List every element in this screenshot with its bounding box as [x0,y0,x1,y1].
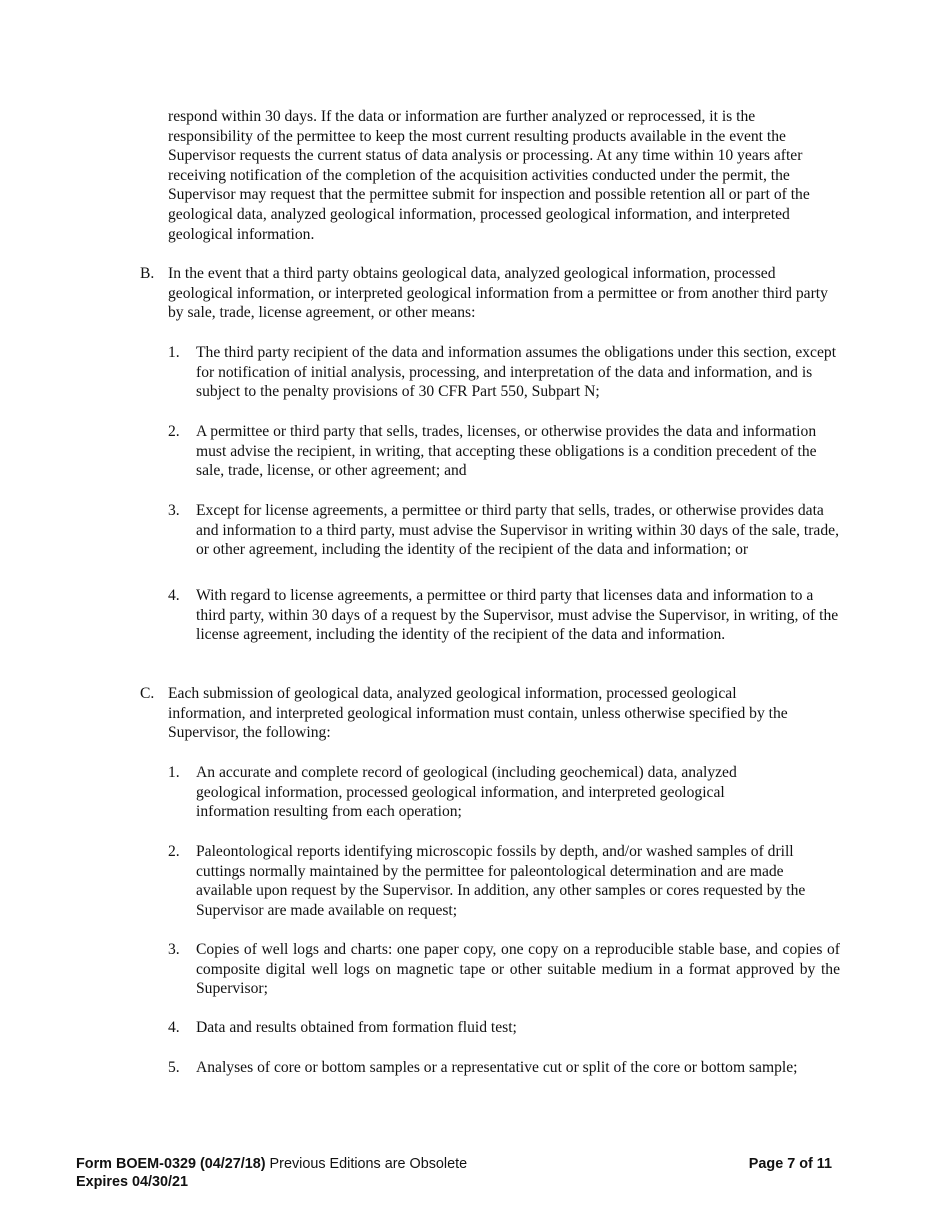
item-text: Except for license agreements, a permittee or third party that sells, trades, or otherwise provides data and information to a third party, must advise the Supervisor in writing within 30 days of the sale, trade, or other agreement, including the identity of the recipient of the data and information; or [196,502,839,559]
form-id: Form BOEM-0329 (04/27/18) [76,1156,266,1172]
section-c [140,684,840,743]
item-text: With regard to license agreements, a permittee or third party that licenses data and information to a third party, within 30 days of a request by the Supervisor, must advise the Supervisor, in writing, of the license agreement, including the identity of the recipient of the data and information. [196,587,839,644]
item-text: A permittee or third party that sells, trades, licenses, or otherwise provides the data and information must advise the recipient, in writing, that accepting these obligations is a condition precedent of the sale, trade, license, or other agreement; and [196,423,817,480]
item-number: 4. [168,1019,180,1036]
page-number: Page 7 of 11 [748,1156,832,1172]
item-text: Data and results obtained from formation fluid test; [196,1019,517,1036]
section-c-item-3 [168,940,840,999]
item-text: An accurate and complete record of geological (including geochemical) data, analyzed geological information, processed geological information, and interpreted geological information resulting from each operation; [196,764,737,821]
section-b-item-1 [168,343,840,402]
item-number: 1. [168,344,180,361]
section-c-item-4 [168,1018,840,1038]
section-c-text: Each submission of geological data, analyzed geological information, processed geological information, and interpreted geological information must contain, unless otherwise specified by the Supervisor, the following: [168,685,788,742]
intro-paragraph: respond within 30 days. If the data or information are further analyzed or reprocessed, it is the responsibility of the permittee to keep the most current resulting products available in the event the Supervisor requests the current status of data analysis or processing. At any time within 10 years after receiving notification of the completion of the acquisition activities conducted under the permit, the Supervisor may request that the permittee submit for inspection and possible retention all or part of the geological data, analyzed geological information, processed geological information, and interpreted geological information. [168,108,810,243]
item-number: 3. [168,941,180,958]
section-b-item-4 [168,586,840,645]
item-number: 2. [168,843,180,860]
section-c-item-2 [168,842,840,920]
section-b-item-2 [168,422,840,481]
section-b-text: In the event that a third party obtains geological data, analyzed geological information, processed geological information, or interpreted geological information from a permittee or from another third party by sale, trade, license agreement, or other means: [168,265,828,322]
section-b [140,264,840,323]
footer-form-info [76,1155,467,1191]
item-text: Copies of well logs and charts: one paper copy, one copy on a reproducible stable base, and copies of composite digital well logs on magnetic tape or other suitable medium in a format approved by the Supervisor; [196,941,840,998]
item-text: Paleontological reports identifying microscopic fossils by depth, and/or washed samples of drill cuttings normally maintained by the permittee for paleontological determination and are made available upon request by the Supervisor. In addition, any other samples or cores requested by the Supervisor are made available on request; [196,843,806,919]
item-number: 2. [168,423,180,440]
section-b-item-3 [168,501,840,560]
section-b-letter: B. [140,265,155,282]
expiration-date: Expires 04/30/21 [76,1174,189,1190]
section-c-item-5 [168,1058,840,1078]
item-number: 1. [168,764,180,781]
item-text: The third party recipient of the data and information assumes the obligations under this section, except for notification of initial analysis, processing, and interpretation of the data and information, and is subject to the penalty provisions of 30 CFR Part 550, Subpart N; [196,344,837,401]
section-c-letter: C. [140,685,155,702]
item-number: 4. [168,587,180,604]
editions-note: Previous Editions are Obsolete [265,1156,468,1172]
item-number: 3. [168,502,180,519]
section-c-item-1 [168,763,840,822]
item-text: Analyses of core or bottom samples or a representative cut or split of the core or bottom sample; [196,1059,798,1076]
item-number: 5. [168,1059,180,1076]
